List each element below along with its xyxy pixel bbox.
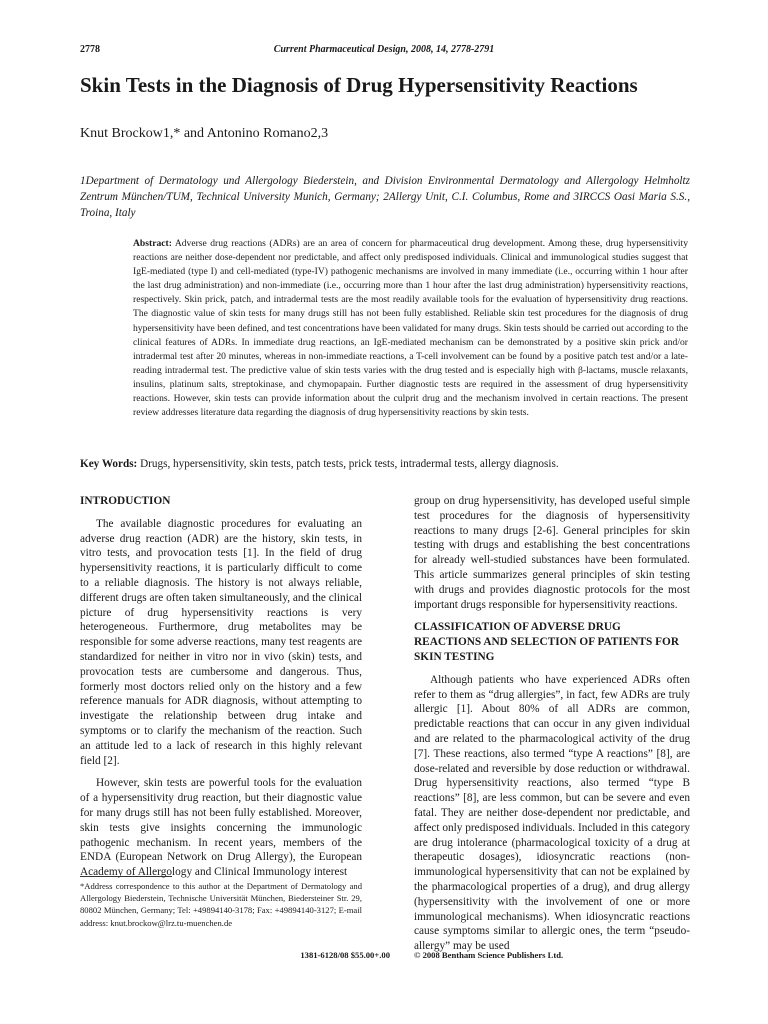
issn-price: 1381-6128/08 $55.00+.00 (300, 950, 390, 960)
keywords (80, 457, 690, 472)
body-paragraph: Although patients who have experienced ADRs often refer to them as “drug allergies”, in fact, few ADRs are truly allergic [1]. About 80% of all ADRs are common, predictable reactions that can occur in any given individual and are related to the pharmacological activity of the drug [7]. These reactions, also termed “type A reactions” [8], are dose-related and reversible by dose reduction or withdrawal. Drug hypersensitivity reactions, also termed “type B reactions” [8], are less common, but can be severe and even fatal. They are neither dose-dependent nor predictable, and affect only predisposed individuals. Included in this category are drug intolerance (pharmacological toxicity of a drug at therapeutic dosages), idiosyncratic reactions (non-immunological hypersensitivity that can not be explained by the pharmacological properties of a drug), and drug allergy (hypersensitivity with the involvement of one or more immunological mechanisms). When idiosyncratic reactions cause symptoms similar to allergic ones, the term “pseudo-allergy” may be used (414, 673, 690, 953)
footnote-rule (80, 876, 172, 877)
body-paragraph-continued: group on drug hypersensitivity, has developed useful simple test procedures for the diagnosis of hypersensitivity reactions to many drugs [2-6]. General principles for skin testing with drugs and establishing the best concentrations for already well-studied substances have been formulated. This article summarizes general principles of skin testing with drugs and provides diagnostic protocols for the most important drugs responsible for hypersensitivity reactions. (414, 495, 690, 611)
copyright-notice: © 2008 Bentham Science Publishers Ltd. (414, 950, 564, 960)
body-paragraph: However, skin tests are powerful tools for the evaluation of a hypersensitivity drug reaction, but their diagnostic value for many drugs still has not been fully established. Moreover, skin tests give insights concerning the immunologic pathogenic mechanism. In recent years, members of the ENDA (European Network on Drug Allergy), the European Academy of Allergology and Clinical Immunology interest (80, 777, 362, 879)
journal-citation (80, 44, 688, 55)
section-heading-classification: CLASSIFICATION OF ADVERSE DRUG REACTIONS AND SELECTION OF PATIENTS FOR SKIN TESTING (414, 621, 680, 663)
running-head (80, 44, 688, 60)
page-number: 2778 (80, 44, 100, 55)
section-heading-introduction: INTRODUCTION (80, 495, 171, 507)
keywords-label: Key Words: (80, 458, 138, 470)
body-paragraph: The available diagnostic procedures for evaluating an adverse drug reaction (ADR) are the history, skin tests, in vitro tests, and provocation tests [1]. In the field of drug hypersensitivity reactions, it is particularly difficult to come to a reliable diagnosis. The history is not always reliable, different drugs are often taken simultaneously, and the clinical picture of drug hypersensitivity reactions is very heterogeneous. Furthermore, drug metabolites may be responsible for some adverse reactions, many test reagents are standardized for neither in vitro nor in vivo (skin) tests, and provocation tests are cumbersome and dangerous. Thus, formerly most doctors relied only on the history and a few reference manuals for ADR diagnosis, without attempting to investigate the relationship between drug intake and symptoms or to clarify the mechanism of the reaction. Such an attitude led to a lack of research in this highly relevant field [2]. (80, 517, 362, 767)
affiliations: 1Department of Dermatology und Allergology Biederstein, and Division Environmental Dermatology and Allergology Helmholtz Zentrum München/TUM, Technical University Munich, Germany; 2Allergy Unit, C.I. Columbus, Rome and 3IRCCS Oasi Maria S.S., Troina, Italy (80, 175, 690, 219)
abstract-text: Adverse drug reactions (ADRs) are an area of concern for pharmaceutical drug development. Among these, drug hypersensitivity reactions are neither dose-dependent nor predictable, and affect only predisposed individuals. Clinical and immunological studies suggest that IgE-mediated (type I) and cell-mediated (type-IV) pathogenic mechanisms are involved in many immediate (i.e., occurring within 1 hour after the last drug administration) and non-immediate (i.e., occurring more than 1 hour after the last drug administration) hypersensitivity reactions, respectively. Skin prick, patch, and intradermal tests are the most readily available tools for the evaluation of hypersensitivity drug reactions. The diagnostic value of skin tests for many drugs still has not been fully established. Reliable skin test procedures for the diagnosis of drug hypersensitivity have been defined, and test concentrations have been validated for many drugs. Skin tests should be carried out according to the clinical features of ADRs. In immediate drug reactions, an IgE-mediated mechanism can be demonstrated by a positive skin prick and/or intradermal test after 20 minutes, whereas in non-immediate reactions, a T-cell involvement can be found by a positive patch test and/or a late-reading intradermal test. The predictive value of skin tests varies with the drug tested and is especially high with β-lactams, muscle relaxants, insulins, platinum salts, streptokinase, and chymopapain. Further diagnostic tests are required in the assessment of drug hypersensitivity reactions. However, skin tests can provide information about the culprit drug and the mechanism involved in certain reactions. The present review addresses literature data regarding the diagnosis of drug hypersensitivity reactions by skin tests. (133, 238, 689, 419)
paper-title: Skin Tests in the Diagnosis of Drug Hypersensitivity Reactions (80, 73, 638, 97)
right-column (414, 494, 690, 962)
abstract-label: Abstract: (133, 238, 172, 249)
journal-name: Current Pharmaceutical Design (273, 44, 406, 55)
left-column (80, 494, 362, 888)
journal-volume-pages: , 2008, 14, 2778-2791 (405, 44, 495, 55)
authors: Knut Brockow1,* and Antonino Romano2,3 (80, 126, 329, 141)
keywords-text: Drugs, hypersensitivity, skin tests, patch tests, prick tests, intradermal tests, allergy diagnosis. (137, 458, 559, 470)
abstract (133, 237, 688, 420)
correspondence-footnote: *Address correspondence to this author at the Department of Dermatology and Allergology Biederstein, Technische Universität München, Biedersteiner Str. 29, 80802 München, Germany; Tel: +49894140-3178; Fax: +49894140-3127; E-mail address: knut.brockow@lrz.tu-muenchen.de (80, 881, 362, 928)
